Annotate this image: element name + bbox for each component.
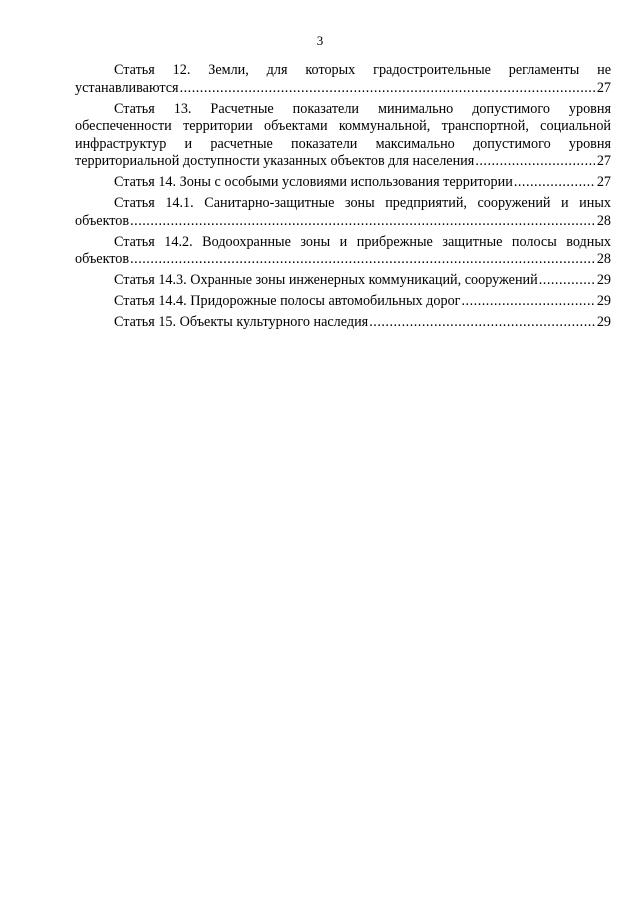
toc-entry-lastline bbox=[75, 80, 611, 98]
table-of-contents bbox=[75, 62, 611, 335]
toc-entry-article-14-4[interactable] bbox=[75, 293, 611, 311]
toc-page-number: 29 bbox=[596, 293, 611, 309]
toc-entry-title-end: объектов bbox=[75, 212, 130, 229]
dot-leader bbox=[475, 153, 595, 171]
toc-page-number: 29 bbox=[596, 272, 611, 288]
toc-entry-lastline bbox=[75, 153, 611, 171]
toc-entry-lastline bbox=[114, 293, 611, 311]
toc-entry-title: Статья 14.2. Водоохранные зоны и прибрежные защитные полосы водных bbox=[114, 233, 611, 250]
dot-leader bbox=[462, 293, 595, 311]
toc-entry-title-end: объектов bbox=[75, 251, 130, 267]
toc-entry-article-14-1[interactable] bbox=[75, 195, 611, 230]
toc-entry-title: Статья 14. Зоны с особыми условиями использования территории bbox=[114, 174, 513, 190]
toc-page-number: 27 bbox=[596, 79, 611, 96]
toc-entry-title: Статья 12. Земли, для которых градостроительные регламенты не bbox=[114, 62, 611, 78]
toc-page-number: 28 bbox=[596, 251, 611, 267]
toc-page-number: 27 bbox=[596, 153, 611, 169]
dot-leader bbox=[514, 174, 595, 192]
toc-entry-title: Статья 14.3. Охранные зоны инженерных коммуникаций, сооружений bbox=[114, 272, 538, 288]
toc-entry-lastline bbox=[114, 174, 611, 192]
toc-entry-title-end: территориальной доступности указанных объектов для населения bbox=[75, 153, 475, 169]
dot-leader bbox=[369, 314, 595, 332]
toc-entry-title: Статья 14.4. Придорожные полосы автомобильных дорог bbox=[114, 293, 461, 309]
toc-page-number: 29 bbox=[596, 314, 611, 330]
toc-entry-article-14[interactable] bbox=[75, 174, 611, 192]
toc-entry-title-end: устанавливаются bbox=[75, 79, 179, 96]
toc-entry-title-line-1: Статья 13. Расчетные показатели минимально допустимого уровня bbox=[114, 100, 611, 117]
toc-entry-title: Статья 15. Объекты культурного наследия bbox=[114, 314, 369, 330]
dot-leader bbox=[130, 251, 595, 269]
toc-entry-article-14-2[interactable] bbox=[75, 234, 611, 269]
toc-entry-article-14-3[interactable] bbox=[75, 272, 611, 290]
toc-entry-article-15[interactable] bbox=[75, 314, 611, 332]
toc-entry-title-line-2: обеспеченности территории объектами коммунальной, транспортной, социальной bbox=[75, 118, 611, 134]
dot-leader bbox=[130, 213, 595, 231]
toc-entry-article-12[interactable] bbox=[75, 62, 611, 97]
toc-entry-lastline bbox=[75, 251, 611, 269]
toc-page-number: 27 bbox=[596, 174, 611, 190]
toc-page-number: 28 bbox=[596, 212, 611, 229]
toc-entry-lastline bbox=[114, 314, 611, 332]
toc-entry-lastline bbox=[114, 272, 611, 290]
toc-entry-article-13[interactable] bbox=[75, 101, 611, 171]
toc-entry-lastline bbox=[75, 213, 611, 231]
page-number: 3 bbox=[316, 33, 324, 48]
toc-entry-title: Статья 14.1. Санитарно-защитные зоны предприятий, сооружений и иных bbox=[114, 195, 611, 211]
toc-entry-title-line-3: инфраструктур и расчетные показатели максимально допустимого уровня bbox=[75, 135, 611, 152]
dot-leader bbox=[180, 80, 595, 98]
dot-leader bbox=[539, 272, 595, 290]
